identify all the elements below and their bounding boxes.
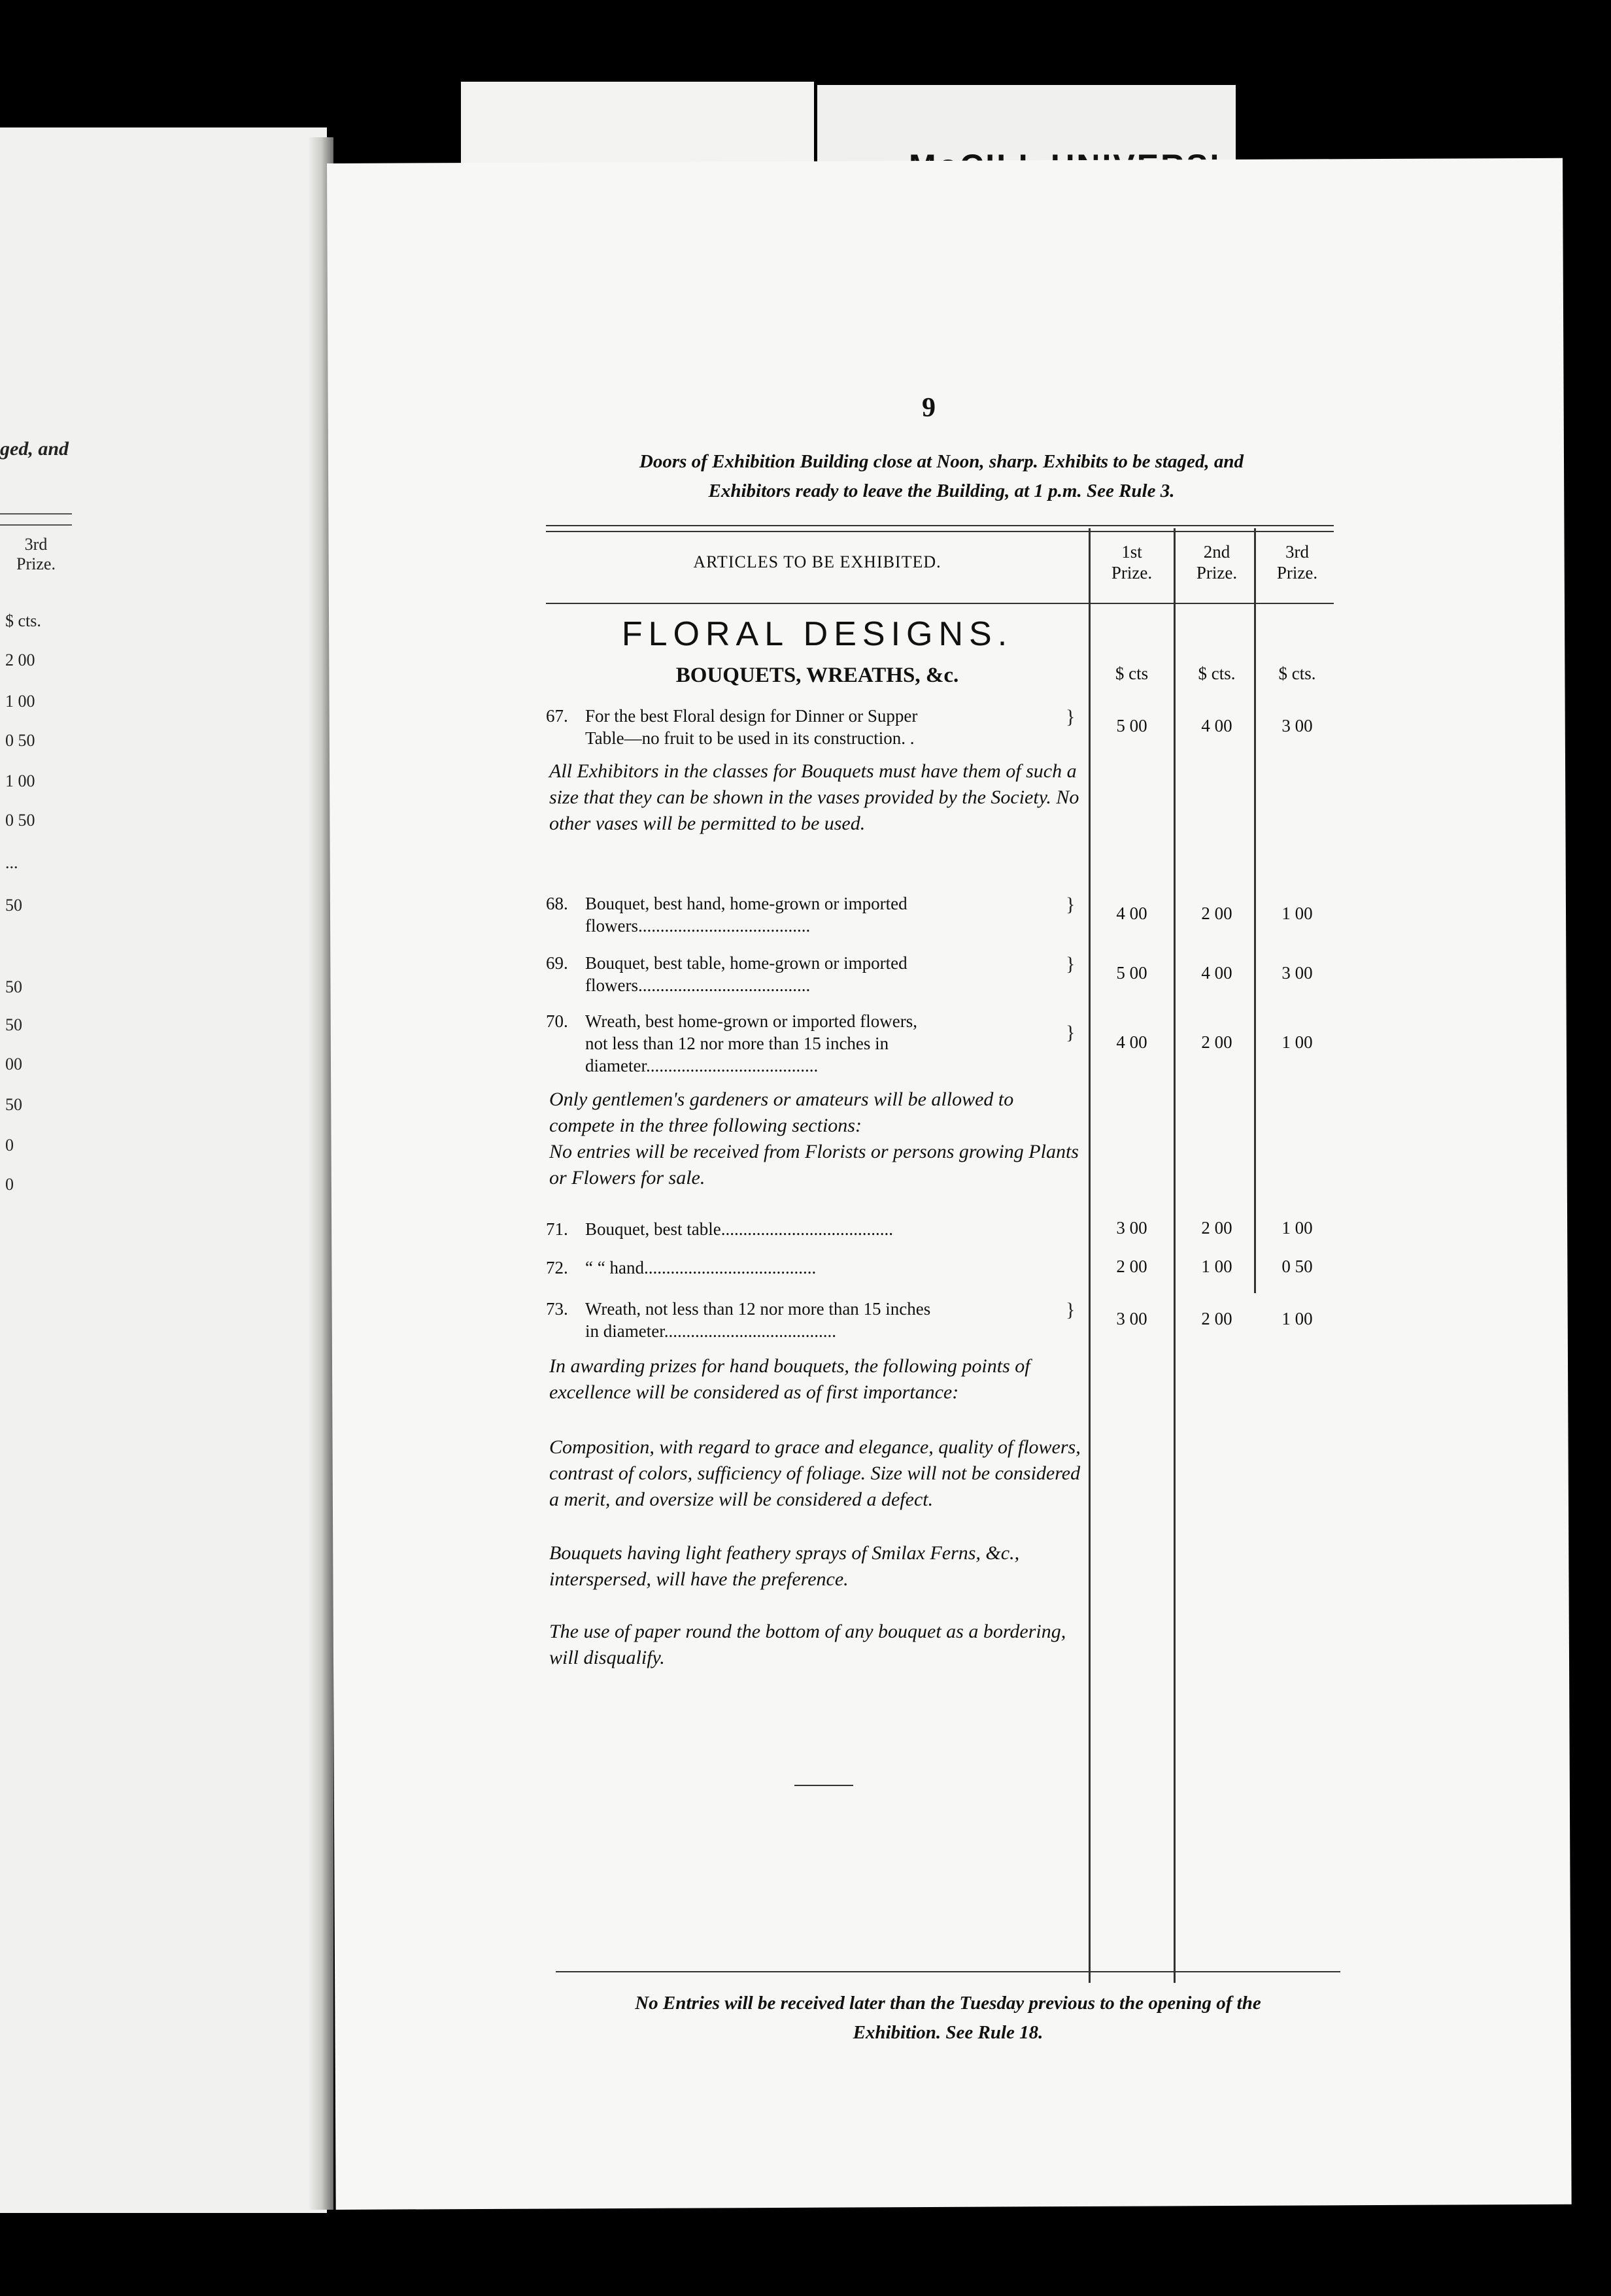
entry-description: Table—no fruit to be used in its construction. . — [585, 728, 915, 748]
entry-text-line — [546, 892, 1069, 915]
entry-text-line — [546, 1320, 1069, 1342]
third-prize-value: 0 50 — [1281, 1257, 1313, 1276]
left-page-rule — [0, 524, 72, 526]
entry-description: Bouquet, best table, home-grown or imported — [585, 953, 907, 973]
third-prize-value: 1 00 — [1281, 1032, 1313, 1052]
entry-text-line — [546, 1055, 1069, 1077]
brace-glyph: } — [1066, 953, 1076, 975]
entry-description: Bouquet, best table....................................... — [585, 1219, 893, 1239]
second-prize-value: 4 00 — [1201, 963, 1232, 983]
entry-description: in diameter....................................... — [585, 1321, 836, 1341]
entry-description: For the best Floral design for Dinner or Supper — [585, 706, 918, 726]
note-paper: The use of paper round the bottom of any bouquet as a bordering, will disqualify. — [549, 1621, 1066, 1668]
left-page-value: 50 — [5, 977, 22, 996]
left-page-value: 1 00 — [5, 692, 35, 711]
entry-row — [546, 892, 1069, 937]
left-page-value: 0 — [5, 1136, 14, 1155]
entry-text-line — [546, 1257, 1069, 1279]
note-composition: Composition, with regard to grace and elegance, quality of flowers, contrast of colors, sufficiency of foliage. Size will not be considered a merit, and oversize will be considered a defect. — [549, 1436, 1081, 1510]
entry-number: 72. — [546, 1258, 568, 1277]
second-prize-value: 2 00 — [1201, 903, 1232, 923]
entry-description: Wreath, best home-grown or imported flowers, — [585, 1011, 918, 1031]
entry-row — [546, 1218, 1069, 1240]
third-prize-value: 1 00 — [1281, 903, 1313, 923]
left-page-heading-fragment: ged, and — [0, 438, 69, 460]
left-page-value: 0 — [5, 1175, 14, 1194]
entry-description: Bouquet, best hand, home-grown or imported — [585, 894, 907, 913]
note-florists: No entries will be received from Florists or persons growing Plants or Flowers for sale. — [549, 1141, 1079, 1189]
entry-text-line — [546, 1010, 1069, 1032]
first-prize-value: 5 00 — [1116, 716, 1147, 735]
note-gardeners: Only gentlemen's gardeners or amateurs will be allowed to compete in the three following sections: — [549, 1089, 1014, 1136]
unit-label-second: $ cts. — [1198, 664, 1236, 683]
doors-note-line2: Exhibitors ready to leave the Building, at 1 p.m. See Rule 3. — [708, 481, 1175, 501]
entry-row — [546, 1257, 1069, 1279]
brace-glyph: } — [1066, 1022, 1076, 1043]
entry-number: 73. — [546, 1299, 568, 1319]
section-subtitle: BOUQUETS, WREATHS, &c. — [675, 664, 959, 687]
second-prize-value: 4 00 — [1201, 716, 1232, 735]
first-prize-value: 5 00 — [1116, 963, 1147, 983]
header-third-prize: 3rd Prize. — [1276, 542, 1318, 582]
first-prize-value: 3 00 — [1116, 1309, 1147, 1328]
entry-description: “ “ hand....................................... — [585, 1258, 817, 1277]
entry-description: flowers....................................... — [585, 916, 811, 936]
entry-number: 68. — [546, 894, 568, 913]
header-articles: ARTICLES TO BE EXHIBITED. — [693, 552, 941, 571]
first-prize-value: 4 00 — [1116, 1032, 1147, 1052]
unit-label-first: $ cts — [1115, 664, 1149, 683]
entry-description: not less than 12 nor more than 15 inches in — [585, 1034, 889, 1053]
left-page-value: 50 — [5, 1095, 22, 1114]
unit-label-third: $ cts. — [1278, 664, 1316, 683]
left-page-value: $ cts. — [5, 611, 41, 630]
entry-number: 71. — [546, 1219, 568, 1239]
entry-text-line — [546, 974, 1069, 996]
header-second-prize: 2nd Prize. — [1196, 542, 1238, 582]
entry-text-line — [546, 915, 1069, 937]
third-prize-value: 1 00 — [1281, 1309, 1313, 1328]
header-rule — [546, 531, 1334, 532]
first-prize-value: 4 00 — [1116, 903, 1147, 923]
entry-text-line — [546, 952, 1069, 974]
left-page-value: 2 00 — [5, 650, 35, 669]
entry-description: flowers....................................... — [585, 975, 811, 995]
entry-description: Wreath, not less than 12 nor more than 15 inches — [585, 1299, 931, 1319]
left-page-value: 1 00 — [5, 771, 35, 790]
first-prize-value: 2 00 — [1116, 1257, 1147, 1276]
second-prize-value: 2 00 — [1201, 1309, 1232, 1328]
note-awarding: In awarding prizes for hand bouquets, the following points of excellence will be considered as of first importance: — [549, 1355, 1030, 1403]
entry-number: 67. — [546, 706, 568, 726]
short-rule — [794, 1785, 853, 1786]
column-divider — [1174, 528, 1176, 1983]
page-number: 9 — [922, 393, 936, 423]
third-prize-value: 3 00 — [1281, 716, 1313, 735]
footer-line2: Exhibition. See Rule 18. — [853, 2022, 1043, 2043]
entry-text-line — [546, 705, 1069, 727]
note-feathery: Bouquets having light feathery sprays of Smilax Ferns, &c., interspersed, will have the preference. — [549, 1542, 1020, 1590]
brace-glyph: } — [1066, 706, 1076, 728]
header-rule — [546, 525, 1334, 526]
section-title: FLORAL DESIGNS. — [621, 615, 1013, 653]
brace-glyph: } — [1066, 1299, 1076, 1321]
second-prize-value: 2 00 — [1201, 1032, 1232, 1052]
entry-description: diameter....................................... — [585, 1056, 819, 1075]
entry-text-line — [546, 1298, 1069, 1320]
left-page-value: 0 50 — [5, 731, 35, 750]
entry-number: 69. — [546, 953, 568, 973]
first-prize-value: 3 00 — [1116, 1218, 1147, 1238]
left-page-rule — [0, 513, 72, 515]
left-page-value: 50 — [5, 896, 22, 915]
entry-text-line — [546, 1218, 1069, 1240]
column-divider — [1089, 528, 1091, 1983]
header-first-prize: 1st Prize. — [1111, 542, 1153, 582]
entry-row — [546, 1298, 1069, 1342]
footer-line1: No Entries will be received later than the Tuesday previous to the opening of the — [635, 1993, 1261, 2014]
left-page-value: ... — [5, 853, 18, 872]
entry-text-line — [546, 727, 1069, 749]
header-rule-bottom — [546, 603, 1334, 604]
left-page-value: 50 — [5, 1015, 22, 1034]
entry-row — [546, 952, 1069, 996]
left-page-value: 00 — [5, 1055, 22, 1073]
left-page-col-header: 3rd Prize. — [16, 535, 56, 573]
second-prize-value: 1 00 — [1201, 1257, 1232, 1276]
third-prize-value: 3 00 — [1281, 963, 1313, 983]
entry-row — [546, 705, 1069, 749]
brace-glyph: } — [1066, 894, 1076, 915]
entry-row — [546, 1010, 1069, 1077]
doors-note-line1: Doors of Exhibition Building close at Noon, sharp. Exhibits to be staged, and — [639, 451, 1244, 472]
entry-number: 70. — [546, 1011, 568, 1031]
footer-rule — [556, 1971, 1340, 1972]
left-page-value: 0 50 — [5, 811, 35, 830]
entry-text-line — [546, 1032, 1069, 1055]
note-vases: All Exhibitors in the classes for Bouquets must have them of such a size that they can be shown in the vases provided by the Society. No other vases will be permitted to be used. — [549, 760, 1079, 834]
third-prize-value: 1 00 — [1281, 1218, 1313, 1238]
second-prize-value: 2 00 — [1201, 1218, 1232, 1238]
